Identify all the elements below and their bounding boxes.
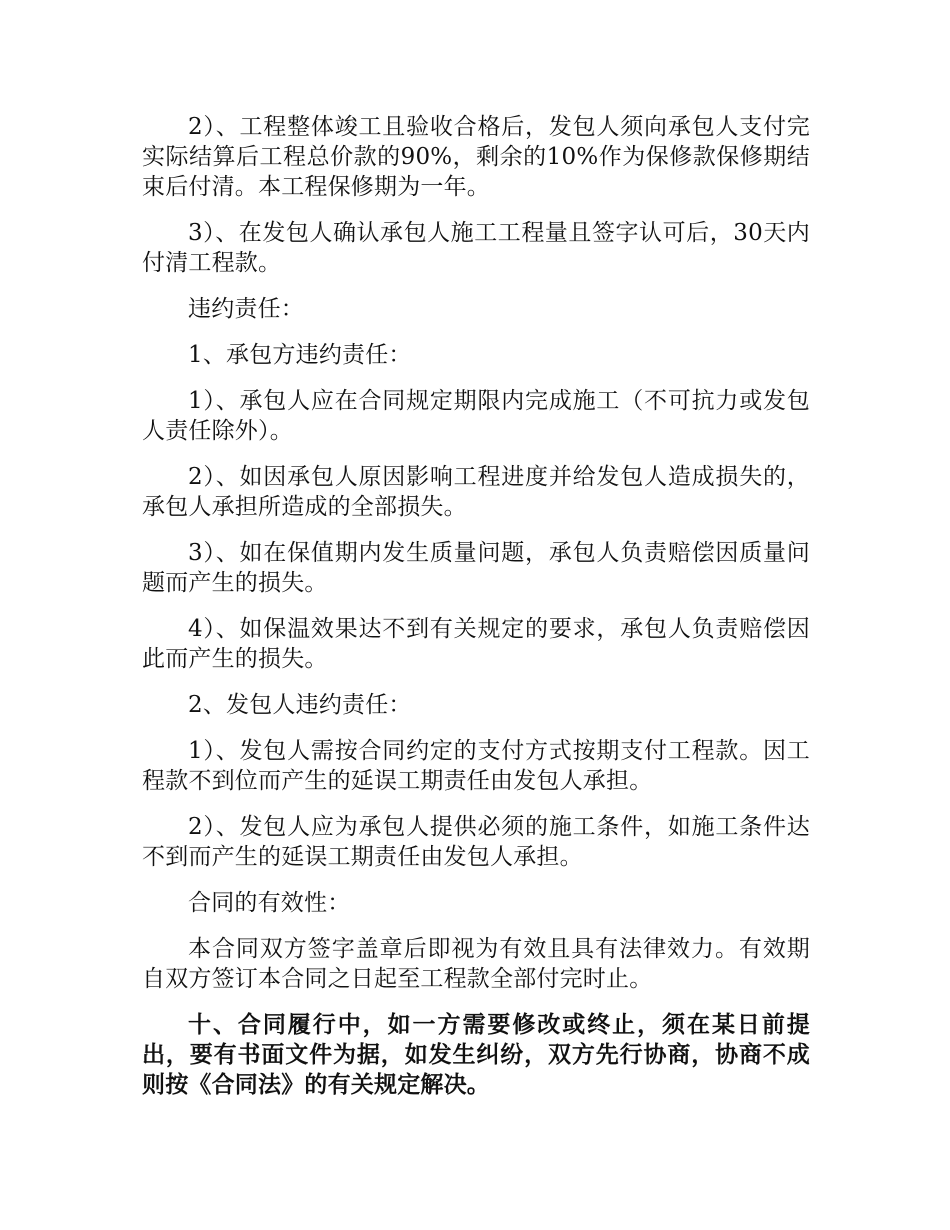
paragraph-section-ten: 十、合同履行中，如一方需要修改或终止，须在某日前提出，要有书面文件为据，如发生纠纷，双方先行协商，协商不成则按《合同法》的有关规定解决。 <box>142 1011 810 1098</box>
heading-employer-liability: 2、发包人违约责任： <box>188 692 412 718</box>
paragraph-employer-2: 2）、发包人应为承包人提供必须的施工条件，如施工条件达不到而产生的延误工期责任由发包人承担。 <box>142 814 810 870</box>
heading-contract-validity: 合同的有效性： <box>188 890 351 916</box>
document-body <box>142 112 810 1116</box>
paragraph-contractor-2: 2）、如因承包人原因影响工程进度并给发包人造成损失的，承包人承担所造成的全部损失。 <box>142 464 810 520</box>
paragraph-contractor-4: 4）、如保温效果达不到有关规定的要求，承包人负责赔偿因此而产生的损失。 <box>142 616 810 672</box>
heading-breach-liability: 违约责任： <box>188 296 304 322</box>
paragraph-validity: 本合同双方签字盖章后即视为有效且具有法律效力。有效期自双方签订本合同之日起至工程款全部付完时止。 <box>142 936 810 992</box>
paragraph-contractor-1: 1）、承包人应在合同规定期限内完成施工（不可抗力或发包人责任除外）。 <box>142 388 810 444</box>
paragraph-payment-3: 3）、在发包人确认承包人施工工程量且签字认可后，30天内付清工程款。 <box>142 220 810 276</box>
paragraph-payment-2: 2）、工程整体竣工且验收合格后，发包人须向承包人支付完实际结算后工程总价款的90%，剩余的10%作为保修款保修期结束后付清。本工程保修期为一年。 <box>142 114 810 200</box>
paragraph-employer-1: 1）、发包人需按合同约定的支付方式按期支付工程款。因工程款不到位而产生的延误工期责任由发包人承担。 <box>142 738 810 794</box>
paragraph-contractor-3: 3）、如在保值期内发生质量问题，承包人负责赔偿因质量问题而产生的损失。 <box>142 540 810 596</box>
heading-contractor-liability: 1、承包方违约责任： <box>188 342 412 368</box>
